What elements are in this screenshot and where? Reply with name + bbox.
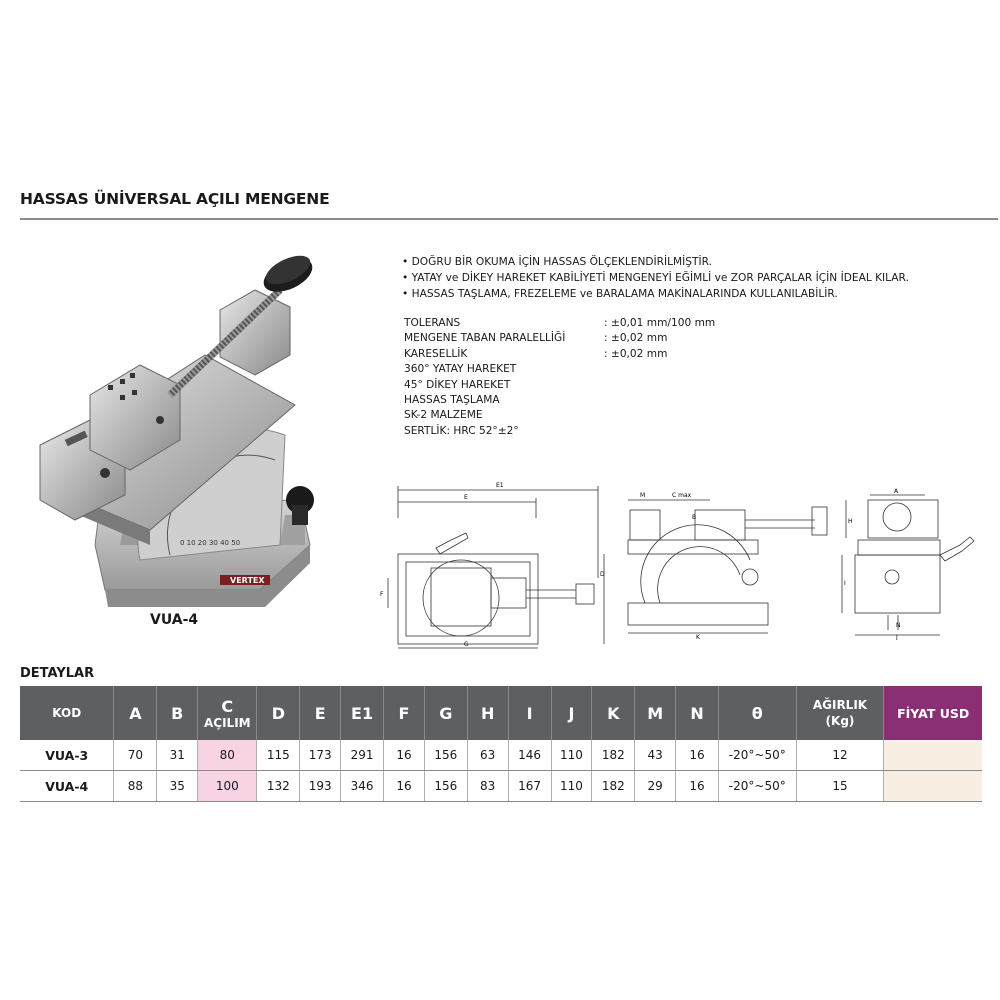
cell-c: 80	[198, 740, 257, 771]
header-g: G	[424, 686, 467, 740]
header-c-label: C	[221, 696, 234, 716]
header-a: A	[114, 686, 157, 740]
dim-label-a: A	[894, 488, 899, 495]
header-i: I	[508, 686, 551, 740]
dim-label-e: E	[464, 494, 468, 501]
header-f: F	[384, 686, 425, 740]
dim-label-g: G	[464, 641, 469, 648]
cell-m: 29	[635, 771, 676, 802]
cell-h: 63	[467, 740, 508, 771]
header-m: M	[635, 686, 676, 740]
dim-label-m: M	[640, 492, 646, 499]
cell-m: 43	[635, 740, 676, 771]
cell-kod: VUA-3	[20, 740, 114, 771]
cell-theta: -20°~50°	[718, 740, 796, 771]
cell-b: 31	[157, 740, 198, 771]
header-b: B	[157, 686, 198, 740]
spec-label: 360° YATAY HAREKET	[404, 363, 517, 376]
cell-f: 16	[384, 740, 425, 771]
technical-drawing-side-view	[840, 485, 990, 640]
cell-e: 193	[300, 771, 341, 802]
dim-label-e1: E1	[496, 482, 504, 489]
spec-value: : ±0,01 mm/100 mm	[604, 317, 716, 329]
spec-value: : ±0,02 mm	[604, 332, 668, 345]
product-caption: VUA-4	[150, 612, 199, 628]
spec-label: SK-2 MALZEME	[404, 409, 483, 422]
header-weight-unit: (Kg)	[825, 714, 855, 728]
spec-label: KARESELLİK	[404, 347, 468, 360]
header-kod: KOD	[20, 686, 114, 740]
details-heading: DETAYLAR	[20, 666, 95, 681]
cell-f: 16	[384, 771, 425, 802]
dim-label-f: F	[380, 591, 384, 598]
header-theta: θ	[718, 686, 796, 740]
dim-label-d: D	[600, 571, 605, 578]
spec-value: : ±0,02 mm	[604, 347, 668, 360]
header-weight	[796, 686, 884, 740]
dim-label-h: H	[848, 518, 853, 525]
cell-d: 132	[257, 771, 300, 802]
cell-theta: -20°~50°	[718, 771, 796, 802]
cell-e: 173	[300, 740, 341, 771]
table-header-row	[20, 686, 982, 740]
cell-price	[884, 771, 982, 802]
spec-row	[404, 408, 715, 423]
cell-weight: 12	[796, 740, 884, 771]
header-e1: E1	[341, 686, 384, 740]
header-price: FİYAT USD	[884, 686, 982, 740]
cell-h: 83	[467, 771, 508, 802]
cell-b: 35	[157, 771, 198, 802]
dim-label-b: B	[692, 514, 697, 521]
spec-row	[404, 331, 715, 346]
cell-e1: 346	[341, 771, 384, 802]
technical-drawing-top-view	[376, 478, 606, 653]
header-k: K	[592, 686, 635, 740]
spec-row	[404, 393, 715, 408]
dim-label-k: K	[696, 634, 700, 640]
cell-n: 16	[676, 771, 719, 802]
cell-a: 88	[114, 771, 157, 802]
spec-row	[404, 424, 715, 439]
header-weight-label: AĞIRLIK	[812, 698, 868, 712]
spec-label: TOLERANS	[404, 317, 461, 329]
cell-i: 146	[508, 740, 551, 771]
feature-item: • HASSAS TAŞLAMA, FREZELEME ve BARALAMA MAKİNALARINDA KULLANILABİLİR.	[402, 286, 909, 302]
feature-item: • YATAY ve DİKEY HAREKET KABİLİYETİ MENGENEYİ EĞİMLİ ve ZOR PARÇALAR İÇİN İDEAL KILAR.	[402, 270, 909, 286]
header-e: E	[300, 686, 341, 740]
header-c-sub: AÇILIM	[203, 715, 251, 730]
title-divider	[20, 218, 998, 220]
technical-drawing-front-view	[600, 485, 840, 640]
cell-j: 110	[551, 740, 592, 771]
cell-j: 110	[551, 771, 592, 802]
spec-row	[404, 316, 715, 331]
header-h: H	[467, 686, 508, 740]
cell-k: 182	[592, 771, 635, 802]
feature-item: • DOĞRU BİR OKUMA İÇİN HASSAS ÖLÇEKLENDİRİLMİŞTİR.	[402, 254, 909, 270]
spec-row	[404, 378, 715, 393]
svg-text:0 10 20 30 40 50: 0 10 20 30 40 50	[180, 539, 241, 547]
header-d: D	[257, 686, 300, 740]
dimension-table	[20, 686, 982, 802]
table-row	[20, 771, 982, 802]
header-j: J	[551, 686, 592, 740]
spec-label: 45° DİKEY HAREKET	[404, 378, 511, 391]
cell-weight: 15	[796, 771, 884, 802]
cell-d: 115	[257, 740, 300, 771]
cell-n: 16	[676, 740, 719, 771]
dim-label-c-max: C max	[672, 492, 692, 499]
spec-row	[404, 347, 715, 362]
cell-a: 70	[114, 740, 157, 771]
product-photo	[30, 245, 350, 610]
spec-label: SERTLİK: HRC 52°±2°	[404, 424, 519, 437]
dim-label-i: I	[844, 580, 846, 587]
cell-i: 167	[508, 771, 551, 802]
feature-list	[402, 254, 909, 302]
cell-k: 182	[592, 740, 635, 771]
cell-g: 156	[424, 740, 467, 771]
spec-list	[404, 316, 715, 439]
table-row	[20, 740, 982, 771]
header-c	[198, 686, 257, 740]
spec-label: MENGENE TABAN PARALELLİĞİ	[404, 332, 566, 345]
cell-c: 100	[198, 771, 257, 802]
cell-price	[884, 740, 982, 771]
cell-e1: 291	[341, 740, 384, 771]
dim-label-n: N	[896, 622, 901, 629]
header-n: N	[676, 686, 719, 740]
dim-label-j: J	[896, 634, 898, 640]
cell-kod: VUA-4	[20, 771, 114, 802]
cell-g: 156	[424, 771, 467, 802]
page-title: HASSAS ÜNİVERSAL AÇILI MENGENE	[20, 190, 330, 208]
spec-row	[404, 362, 715, 377]
spec-label: HASSAS TAŞLAMA	[404, 394, 500, 407]
brand-logo: VERTEX	[230, 576, 265, 585]
